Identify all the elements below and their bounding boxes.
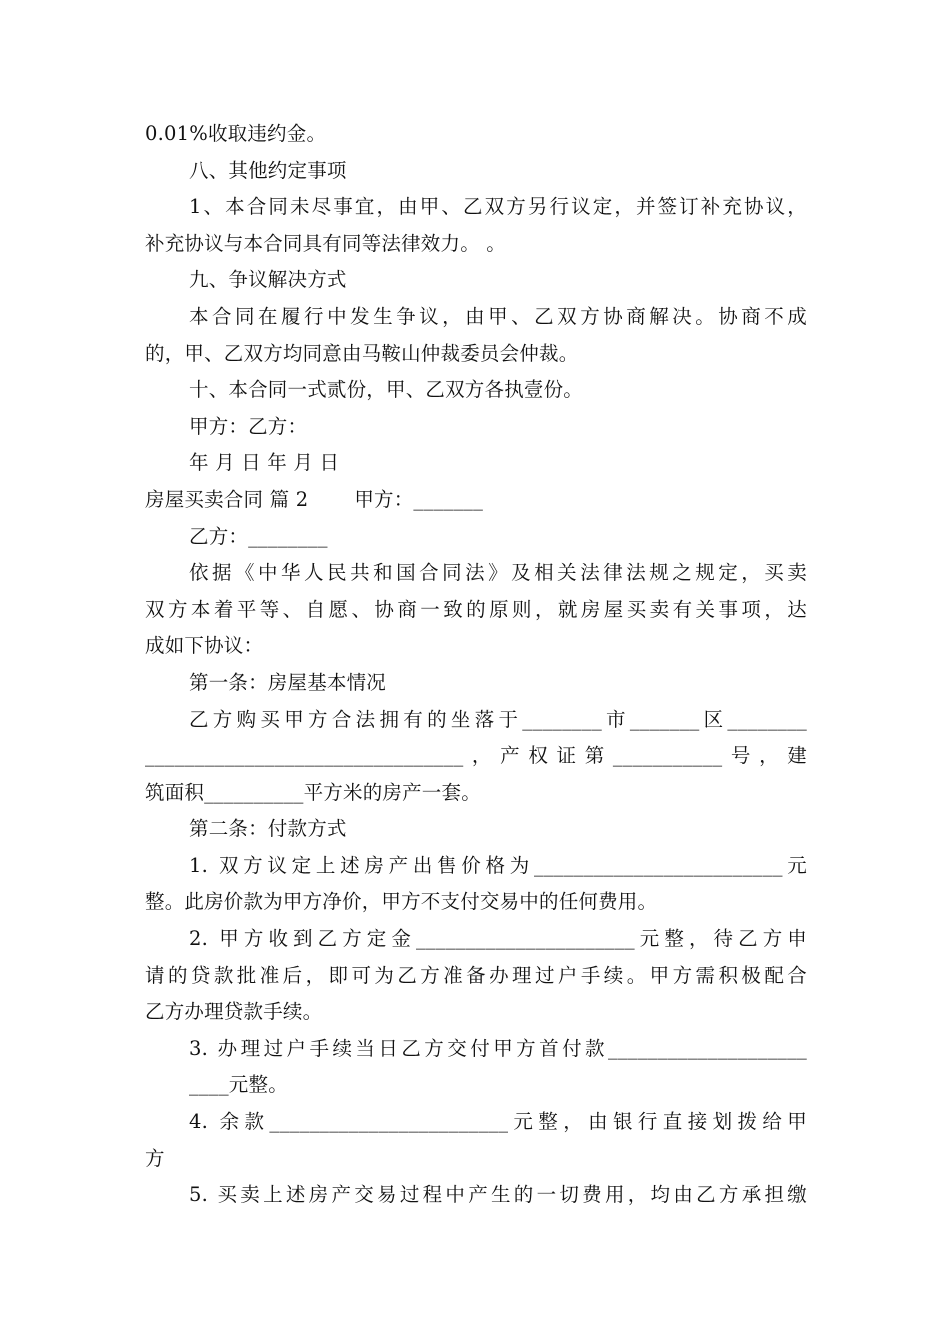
text-line: 乙方购买甲方合法拥有的坐落于________市_______区________ [189,707,807,731]
text-line: 补充协议与本合同具有同等法律效力。 。 [145,231,506,255]
text-line: 乙方办理贷款手续。 [145,1000,323,1024]
text-line: 方 [145,1146,165,1170]
section-heading: 第一条：房屋基本情况 [189,670,387,694]
contract-title: 房屋买卖合同 篇 2 [145,487,309,511]
text-line: 双方本着平等、自愿、协商一致的原则，就房屋买卖有关事项，达 [145,597,807,621]
text-line: 成如下协议： [145,634,264,658]
text-line: ________________________________，产权证第___________号，建 [145,744,807,768]
text-line: 请的贷款批准后，即可为乙方准备办理过户手续。甲方需积极配合 [145,963,807,987]
section-heading: 八、其他约定事项 [189,158,347,182]
text-line: ____元整。 [189,1073,288,1097]
text-line: 整。此房价款为甲方净价，甲方不支付交易中的任何费用。 [145,890,658,914]
contract-title-row [145,482,807,519]
text-line: 本合同在履行中发生争议，由甲、乙双方协商解决。协商不成 [189,304,807,328]
text-line: 依据《中华人民共和国合同法》及相关法律法规之规定，买卖 [189,561,807,585]
signature-parties: 甲方：乙方： [189,414,308,438]
party-b-field: 乙方：________ [189,524,328,548]
text-line: 3. 办理过户手续当日乙方交付甲方首付款____________________ [189,1036,807,1060]
text-line: 1. 双方议定上述房产出售价格为_________________________元 [189,853,807,877]
text-line: 4. 余款________________________元整，由银行直接划拨给甲 [189,1110,807,1134]
text-line: 0.01%收取违约金。 [145,122,327,145]
text-line: 2. 甲方收到乙方定金______________________元整，待乙方申 [189,927,807,951]
text-line: 筑面积__________平方米的房产一套。 [145,780,481,804]
text-line: 5. 买卖上述房产交易过程中产生的一切费用，均由乙方承担缴 [189,1183,807,1207]
party-a-field: 甲方：_______ [354,487,484,511]
section-heading: 第二条：付款方式 [189,817,347,841]
contract-text [145,116,807,1214]
signature-dates: 年 月 日 年 月 日 [189,451,340,475]
section-heading: 九、争议解决方式 [189,268,347,292]
text-line: 十、本合同一式贰份，甲、乙双方各执壹份。 [189,378,584,402]
text-line: 1、本合同未尽事宜，由甲、乙双方另行议定，并签订补充协议， [189,195,807,219]
text-line: 的，甲、乙双方均同意由马鞍山仲裁委员会仲裁。 [145,341,579,365]
